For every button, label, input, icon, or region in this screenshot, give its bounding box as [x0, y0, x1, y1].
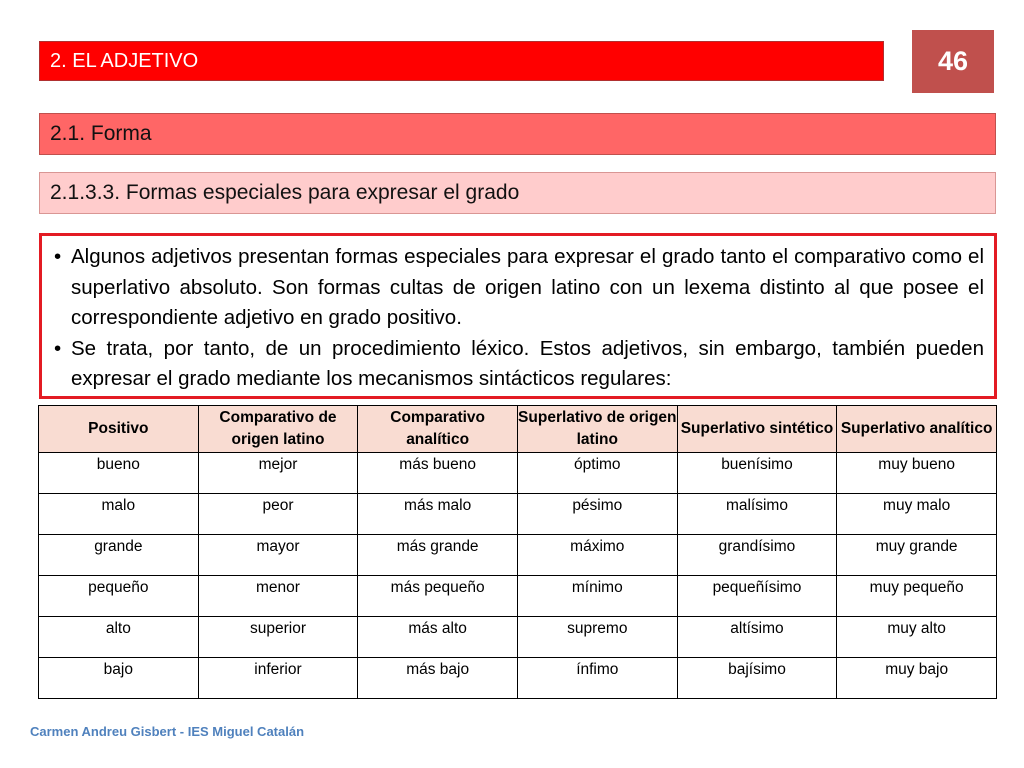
table-row	[39, 453, 997, 494]
bullet-marker: •	[54, 245, 62, 268]
table-row	[39, 494, 997, 535]
table-cell: superior	[198, 617, 358, 658]
slide-title-bar	[39, 41, 884, 81]
header-superlativo-analitico: Superlativo analítico	[837, 406, 997, 453]
table-cell: mínimo	[517, 576, 677, 617]
footer-credit: Carmen Andreu Gisbert - IES Miguel Catalán	[30, 724, 305, 739]
subsection-heading: 2.1.3.3. Formas especiales para expresar el grado	[50, 181, 520, 204]
page-number: 46	[912, 30, 994, 93]
table-cell: más alto	[358, 617, 518, 658]
bullet-item	[54, 334, 984, 395]
table-header-row	[39, 406, 997, 453]
adjective-degree-table	[38, 405, 997, 699]
table-cell: buenísimo	[677, 453, 837, 494]
header-superlativo-latino: Superlativo de origen latino	[517, 406, 677, 453]
table-cell: bajo	[39, 658, 199, 699]
table-cell: muy bueno	[837, 453, 997, 494]
table-row	[39, 535, 997, 576]
slide-title: 2. EL ADJETIVO	[50, 49, 199, 72]
table-cell: mejor	[198, 453, 358, 494]
header-comparativo-latino: Comparativo de origen latino	[198, 406, 358, 453]
bullet-marker: •	[54, 336, 62, 360]
table-cell: muy alto	[837, 617, 997, 658]
table-cell: óptimo	[517, 453, 677, 494]
table-cell: más malo	[358, 494, 518, 535]
table-cell: máximo	[517, 535, 677, 576]
table-cell: inferior	[198, 658, 358, 699]
table-cell: muy malo	[837, 494, 997, 535]
section-heading: 2.1. Forma	[50, 122, 152, 145]
table-cell: muy bajo	[837, 658, 997, 699]
table-cell: malo	[39, 494, 199, 535]
table-row	[39, 617, 997, 658]
table-cell: muy grande	[837, 535, 997, 576]
table-cell: más bajo	[358, 658, 518, 699]
header-comparativo-analitico: Comparativo analítico	[358, 406, 518, 453]
subsection-heading-bar	[39, 172, 996, 214]
table-cell: muy pequeño	[837, 576, 997, 617]
table-cell: más pequeño	[358, 576, 518, 617]
table-cell: altísimo	[677, 617, 837, 658]
table-cell: peor	[198, 494, 358, 535]
table-row	[39, 658, 997, 699]
table-cell: mayor	[198, 535, 358, 576]
table-cell: más bueno	[358, 453, 518, 494]
table-cell: malísimo	[677, 494, 837, 535]
table-cell: grandísimo	[677, 535, 837, 576]
table-cell: más grande	[358, 535, 518, 576]
bullet-text: Algunos adjetivos presentan formas especiales para expresar el grado tanto el comparativo como el superlativo absoluto. Son formas cultas de origen latino con un lexema distinto al que posee el correspondiente adjetivo en grado positivo.	[71, 245, 984, 329]
header-positivo: Positivo	[39, 406, 199, 453]
bullet-list	[54, 242, 984, 395]
table-cell: pequeñísimo	[677, 576, 837, 617]
table-cell: bajísimo	[677, 658, 837, 699]
table-cell: alto	[39, 617, 199, 658]
table-cell: pésimo	[517, 494, 677, 535]
table-cell: pequeño	[39, 576, 199, 617]
explanation-text-box	[39, 233, 997, 399]
table-cell: supremo	[517, 617, 677, 658]
section-heading-bar	[39, 113, 996, 155]
bullet-item	[54, 242, 984, 334]
table-cell: bueno	[39, 453, 199, 494]
table-cell: grande	[39, 535, 199, 576]
table-cell: menor	[198, 576, 358, 617]
table-row	[39, 576, 997, 617]
table-cell: ínfimo	[517, 658, 677, 699]
bullet-text: Se trata, por tanto, de un procedimiento léxico. Estos adjetivos, sin embargo, también pueden expresar el grado mediante los mecanismos sintácticos regulares:	[71, 336, 984, 390]
header-superlativo-sintetico: Superlativo sintético	[677, 406, 837, 453]
